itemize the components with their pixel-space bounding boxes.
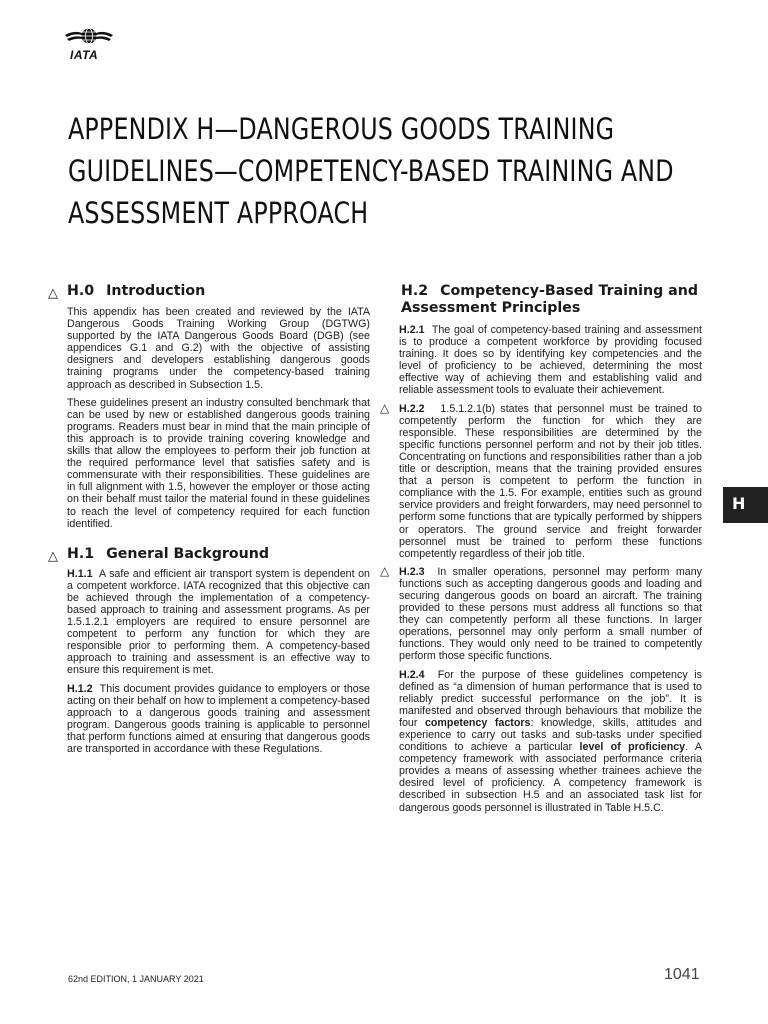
paragraph-text: In smaller operations, personnel may perform many functions such as accepting dangerous goods and loading and securing dangerous goods on board an aircraft. The training provided to these persons must address all functions so that they can competently perform all these functions. In larger operations, personnel may only perform a small number of functions. They would only need to be trained to competently perform those specific functions.	[399, 565, 702, 663]
paragraph-text: A safe and efficient air transport system is dependent on a competent workforce. IATA recognized that this objective can be achieved through the implementation of a competency-based approach to training and assessment programs. As per 1.5.1.2.1 employers are required to ensure personnel are competent to perform any function for which they are responsible prior to performing them. A competency-based approach to training and assessment is an effective way to ensure this requirement is met.	[67, 567, 370, 677]
paragraph-text: . A competency framework with associated performance criteria provides a means of assessing whether trainees achieve the desired level of proficiency. A competency framework is described in subsection H.5 and an associated task list for dangerous goods personnel is illustrated in Table H.5.C.	[399, 741, 702, 814]
paragraph-h-1-2	[48, 683, 370, 756]
section-number: H.0	[67, 283, 95, 299]
paragraph-text: : knowledge, skills, attitudes and experience to carry out tasks and sub-tasks under specified conditions to achieve a particular	[399, 716, 702, 754]
section-title: Competency-Based Training and Assessment Principles	[401, 283, 699, 316]
section-heading-background	[48, 546, 370, 563]
paragraph-h-2-3	[380, 563, 702, 663]
right-column	[380, 283, 702, 820]
intro-paragraph-1: This appendix has been created and reviewed by the IATA Dangerous Goods Training Working Group (DGTWG) supported by the IATA Dangerous Goods Board (DGB) (see appendices G.1 and G.2) with the objective of assisting designers and developers establishing dangerous goods training programs under the competency-based training approach as described in Subsection 1.5.	[67, 306, 370, 391]
page-number: 1041	[664, 966, 700, 983]
section-number: H.1	[67, 545, 95, 562]
globe-wings-icon	[64, 26, 114, 48]
bold-term: level of proficiency	[579, 741, 686, 754]
section-heading-cbta	[380, 283, 702, 317]
appendix-thumb-tab	[723, 487, 768, 523]
page-title	[68, 108, 674, 234]
paragraph-number: H.2.3	[399, 565, 425, 578]
intro-paragraph-2: These guidelines present an industry consulted benchmark that can be used by new or established dangerous goods training programs. Readers must bear in mind that the main principle of this approach is to provide training covering knowledge and skills that allow the employees to perform their job function at the required performance level that satisfies safety and is commensurate with their responsibilities. These guidelines are in full alignment with 1.5, however the employer or those acting on their behalf must tailor the material found in these guidelines to reach the level of competency required for each function identified.	[67, 396, 370, 530]
paragraph-text: This document provides guidance to employers or those acting on their behalf on how to implement a competency-based approach to a dangerous goods training and assessment program. Dangerous goods training is applicable to personnel that perform functions aimed at ensuring that dangerous goods are transported in accordance with these Regulations.	[67, 682, 370, 755]
title-line-3: ASSESSMENT APPROACH	[68, 196, 369, 230]
footer-edition: 62nd EDITION, 1 JANUARY 2021	[68, 974, 204, 984]
paragraph-h-2-4	[380, 669, 702, 814]
revision-triangle-icon: △	[380, 400, 390, 415]
paragraph-h-1-1	[48, 568, 370, 677]
paragraph-text: The goal of competency-based training and assessment is to produce a competent workforce by providing focused training. It does so by identifying key competencies and the level of proficiency to be achieved, determining the most effective way of achieving them and establishing valid and reliable assessment tools to evaluate their achievement.	[399, 324, 702, 397]
revision-triangle-icon: △	[380, 563, 390, 578]
section-number: H.2	[401, 283, 429, 299]
title-line-2: GUIDELINES—COMPETENCY-BASED TRAINING AND	[68, 154, 674, 188]
paragraph-text: For the purpose of these guidelines competency is defined as “a dimension of human performance that is used to reliably predict successful performance on the job”. It is manifested and observed through behaviours that mobilize the four	[399, 668, 702, 729]
paragraph-number: H.1.2	[67, 682, 93, 695]
iata-logo	[64, 26, 114, 66]
paragraph-number: H.2.4	[399, 668, 425, 681]
paragraph-number: H.2.1	[399, 324, 425, 336]
logo-wordmark: IATA	[70, 48, 99, 62]
paragraph-number: H.2.2	[399, 402, 425, 415]
title-line-1: APPENDIX H—DANGEROUS GOODS TRAINING	[68, 112, 615, 146]
revision-triangle-icon: △	[48, 548, 58, 564]
paragraph-text: 1.5.1.2.1(b) states that personnel must be trained to competently perform the function for which they are responsible. These responsibilities are determined by the specific functions personnel perform and not by their job titles. Concentrating on functions and responsibilities rather than a job title or description, means that the training provided ensures that a person is competent to perform the function in compliance with the 1.5. For example, entities such as ground service providers and freight forwarders, may need personnel to perform some functions that are typically performed by shippers or operators. The ground service and freight forwarder personnel must be trained to perform these functions competently regardless of their job title.	[399, 402, 702, 560]
appendix-tab-label: H	[732, 494, 746, 513]
paragraph-h-2-2	[380, 400, 702, 560]
paragraph-h-2-1	[380, 324, 702, 397]
section-title: Introduction	[106, 283, 206, 299]
paragraph-number: H.1.1	[67, 567, 93, 580]
section-title: General Background	[106, 545, 269, 562]
left-column	[48, 283, 370, 761]
bold-term: competency factors	[424, 716, 531, 729]
revision-triangle-icon: △	[48, 286, 58, 301]
section-heading-intro	[48, 283, 370, 300]
